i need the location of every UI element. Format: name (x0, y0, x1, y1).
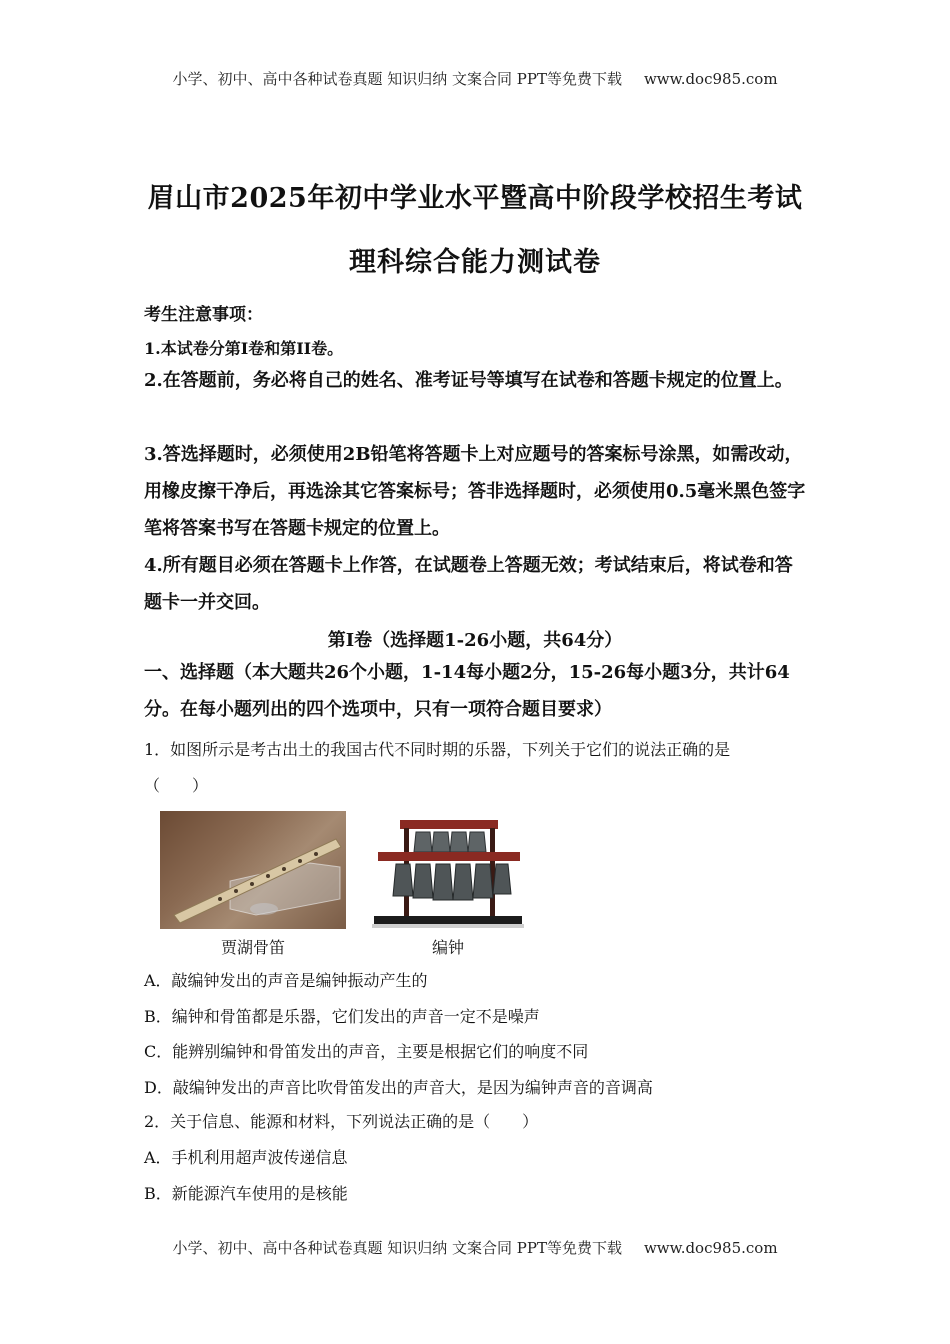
question-1-option-d: D．敲编钟发出的声音比吹骨笛发出的声音大，是因为编钟声音的音调高 (144, 1078, 653, 1097)
exam-title: 眉山市2025年初中学业水平暨高中阶段学校招生考试 (147, 183, 803, 214)
notice-item-4: 4.所有题目必须在答题卡上作答，在试题卷上答题无效；考试结束后，将试卷和答题卡一并交回。 (144, 555, 793, 613)
exam-subtitle: 理科综合能力测试卷 (349, 247, 601, 278)
bone-flute-drawing (160, 811, 346, 929)
header-url[interactable]: www.doc985.com (643, 70, 778, 88)
footer-url[interactable]: www.doc985.com (643, 1239, 778, 1257)
notice-item-1: 1.本试卷分第I卷和第II卷。 (144, 339, 344, 358)
question-2-stem: 2．关于信息、能源和材料，下列说法正确的是（ ） (144, 1112, 539, 1131)
question-1-option-c: C．能辨别编钟和骨笛发出的声音，主要是根据它们的响度不同 (144, 1042, 589, 1061)
notice-item-3: 3.答选择题时，必须使用2B铅笔将答题卡上对应题号的答案标号涂黑，如需改动，用橡皮擦干净后，再选涂其它答案标号；答非选择题时，必须使用0.5毫米黑色签字笔将答案书写在答题卡规定的位置上。 (144, 444, 806, 539)
footer-text: 小学、初中、高中各种试卷真题 知识归纳 文案合同 PPT等免费下载 (172, 1239, 622, 1257)
bone-flute-caption: 贾湖骨笛 (220, 938, 285, 957)
bianzhong-caption: 编钟 (431, 938, 464, 957)
question-1-stem: 1．如图所示是考古出土的我国古代不同时期的乐器，下列关于它们的说法正确的是 (144, 740, 731, 759)
question-1-blank: （ ） (144, 776, 209, 795)
part-instructions: 一、选择题（本大题共26个小题，1-14每小题2分，15-26每小题3分，共计64分。在每小题列出的四个选项中，只有一项符合题目要求） (144, 662, 790, 720)
page-footer (0, 1237, 950, 1258)
question-1-option-b: B．编钟和骨笛都是乐器，它们发出的声音一定不是噪声 (144, 1007, 540, 1026)
section-title: 第I卷（选择题1-26小题，共64分） (327, 630, 623, 651)
question-2-option-a: A．手机利用超声波传递信息 (144, 1148, 348, 1167)
notice-item-2: 2.在答题前，务必将自己的姓名、准考证号等填写在试卷和答题卡规定的位置上。 (144, 370, 793, 391)
header-text: 小学、初中、高中各种试卷真题 知识归纳 文案合同 PPT等免费下载 (172, 70, 622, 88)
bianzhong-bells-photo (372, 818, 524, 930)
notice-heading: 考生注意事项： (144, 305, 263, 325)
question-1-option-a: A．敲编钟发出的声音是编钟振动产生的 (144, 971, 428, 990)
question-2-option-b: B．新能源汽车使用的是核能 (144, 1184, 348, 1203)
bianzhong-drawing (372, 818, 524, 930)
page-header (0, 68, 950, 89)
bone-flute-photo (160, 811, 346, 929)
